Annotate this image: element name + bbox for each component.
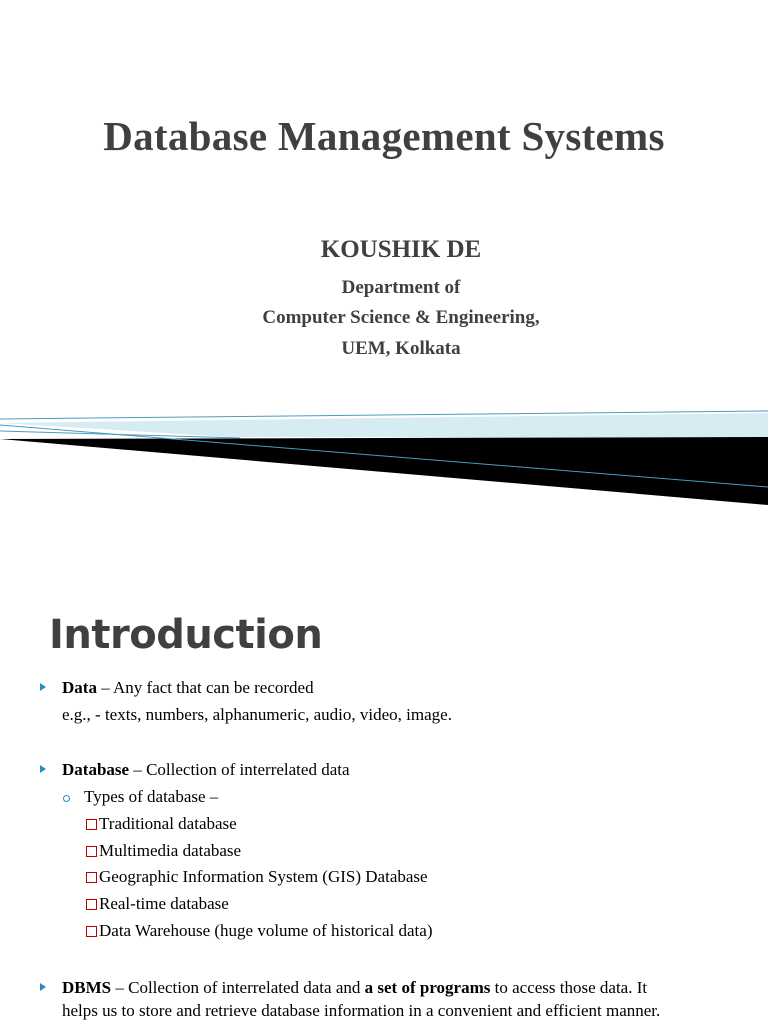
type-item: Real-time database <box>86 894 229 914</box>
checkbox-bullet-icon <box>86 872 97 883</box>
types-heading: Types of database – <box>84 787 219 806</box>
author-name: KOUSHIK DE <box>320 236 482 263</box>
affiliation-line-2: Computer Science & Engineering, <box>262 307 540 328</box>
type-item: Geographic Information System (GIS) Database <box>86 867 428 887</box>
checkbox-bullet-icon <box>86 846 97 857</box>
database-bullet <box>62 760 350 780</box>
dbms-bold-phrase: a set of programs <box>364 978 491 997</box>
slide-title: Database Management Systems <box>103 113 665 159</box>
checkbox-bullet-icon <box>86 926 97 937</box>
decorative-swoosh <box>0 405 768 515</box>
affiliation-line-1: Department of <box>341 277 461 298</box>
type-item: Multimedia database <box>86 841 241 861</box>
database-term: Database <box>62 760 130 779</box>
checkbox-bullet-icon <box>86 899 97 910</box>
data-bullet <box>62 678 314 698</box>
bullet-arrow-icon <box>40 765 46 773</box>
checkbox-bullet-icon <box>86 819 97 830</box>
data-definition: – Any fact that can be recorded <box>96 678 314 697</box>
bullet-arrow-icon <box>40 983 46 991</box>
database-definition: – Collection of interrelated data <box>129 760 350 779</box>
introduction-slide <box>0 576 768 1024</box>
swoosh-light-band <box>0 413 768 437</box>
swoosh-dark-band <box>0 437 768 505</box>
affiliation-line-3: UEM, Kolkata <box>341 338 461 359</box>
ring-bullet-icon <box>63 795 70 802</box>
dbms-continuation: helps us to store and retrieve database information in a convenient and efficient manner. <box>62 1001 661 1020</box>
data-example: e.g., - texts, numbers, alphanumeric, audio, video, image. <box>62 705 452 724</box>
bullet-arrow-icon <box>40 683 46 691</box>
type-item: Data Warehouse (huge volume of historical data) <box>86 921 432 941</box>
introduction-heading: Introduction <box>49 612 323 658</box>
dbms-term: DBMS <box>62 978 112 997</box>
type-item: Traditional database <box>86 814 237 834</box>
data-term: Data <box>62 678 97 697</box>
dbms-bullet: DBMS – Collection of interrelated data and a set of programs to access those data. It <box>62 978 648 997</box>
